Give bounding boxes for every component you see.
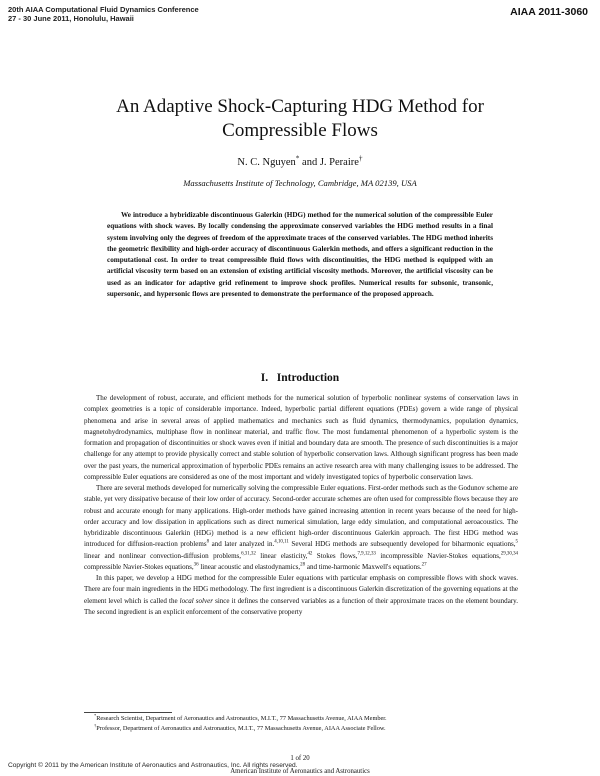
citation: 5 [515, 539, 518, 545]
publisher-footer: American Institute of Aeronautics and Astronautics [230, 768, 370, 775]
conference-dates: 27 - 30 June 2011, Honolulu, Hawaii [8, 13, 134, 23]
para2-text: linear acoustic and elastodynamics, [198, 562, 301, 571]
para2-text: incompressible Navier-Stokes equations, [375, 551, 501, 560]
footnotes [84, 714, 524, 733]
citation: 27 [421, 562, 427, 568]
citation: 4,10,11 [274, 539, 289, 545]
para2-text: There are several methods developed for numerically solving the compressible Euler equations. First-order methods such as the Godunov scheme are stable, yet very dissipative because of their low order of accuracy. Second-order accurate schemes are often used for compressible flows because they are robust and accurate enough for many applications. High-order methods have gained increasing attention in recent years because of the need for high-order accuracy and low dissipation in applications such as direct numerical simulation, large eddy simulation, and computational aeroacoustics. The hybridizable discontinuous Galerkin (HDG) method is a new efficient high-order discontinuous Galerkin approach. The first HDG method was introduced for diffusion-reaction problems [84, 484, 518, 549]
para2-text: compressible Navier-Stokes equations, [84, 562, 194, 571]
abstract: We introduce a hybridizable discontinuous Galerkin (HDG) method for the numerical solution of the compressible Euler equations with shock waves. By locally condensing the approximate conserved variables the HDG method results in a final system involving only the degrees of freedom of the approximate traces of the conserved variables. The HDG method inherits the geometric flexibility and high-order accuracy of discontinuous Galerkin methods, and offers a significant reduction in the computational cost. In order to treat compressible fluid flows with discontinuities, the HDG method is equipped with an artificial viscosity term based on an extension of existing artificial viscosity methods. Moreover, the artificial viscosity can be used as an indicator for adaptive grid refinement to improve shock profiles. Numerical results for subsonic, transonic, supersonic, and hypersonic flows are presented to demonstrate the performance of the proposed approach. [107, 211, 493, 299]
copyright-notice: Copyright © 2011 by the American Institute of Aeronautics and Astronautics, Inc. All rights reserved. [8, 762, 298, 769]
page-number: 1 of 20 [290, 755, 310, 762]
affiliation: Massachusetts Institute of Technology, Cambridge, MA 02139, USA [183, 178, 417, 188]
paragraph-1: The development of robust, accurate, and efficient methods for the numerical solution of hyperbolic nonlinear systems of conservation laws in complex geometries is a topic of considerable importance. Indeed, hyperbolic partial different equations (PDEs) govern a wide range of physical phenomena and arise in several areas of applied mathematics and mechanics such as fluid dynamics, thermodynamics, population dynamics, magnetohydrodynamics, multiphase flow in nonlinear material, and traffic flow. The most fundamental phenomenon of a hyperbolic system is the formation and propagation of discontinuities or shock waves even if initial and boundary data are smooth. The presence of such discontinuities is a major challenge for any attempt to provide physically correct and stable solution of hyperbolic conservation laws. Although significant progress has been made over the past years, the numerical approximation of hyperbolic PDEs remains an active research area with many challenging issues to be addressed. The compressible Euler equations are considered as one of the most important and widely investigated topics of hyperbolic conservation laws. [84, 394, 518, 481]
para3-text: In this paper, we develop a HDG method for the compressible Euler equations with particular emphasis on compressible flows with shock waves. There are four main ingredients in the HDG methodology. The first ingredient is a discontinuous Galerkin discretization of the governing equations at the element level which is called the [84, 574, 518, 605]
local-solver-term: local solver [179, 596, 214, 605]
title-line-2: Compressible Flows [222, 120, 378, 141]
footnote-mark: † [94, 722, 97, 728]
citation: 42 [307, 551, 313, 557]
paper-id: AIAA 2011-3060 [510, 6, 588, 18]
para2-text: and time-harmonic Maxwell's equations. [305, 562, 422, 571]
author-conjunction: and [299, 157, 320, 168]
footnote-text: Research Scientist, Department of Aeronautics and Astronautics, M.I.T., 77 Massachusetts Avenue, AIAA Member. [96, 715, 387, 722]
footnote-nguyen [84, 714, 524, 724]
para2-text: linear and nonlinear convection-diffusion problems, [84, 551, 242, 560]
paragraph-3 [84, 573, 518, 618]
citation: 36 [193, 562, 199, 568]
footnote-mark: * [94, 712, 97, 718]
para3-text: since it defines the conserved variables as a function of their approximate traces on the element boundary. The second ingredient is an explicit enforcement of the conservative property [84, 596, 519, 616]
footnote-peraire [84, 724, 524, 734]
paragraph-2 [84, 483, 518, 573]
citation: 6,31,32 [241, 551, 256, 557]
section-title: Introduction [276, 372, 340, 384]
para2-text: Several HDG methods are subsequently developed for biharmonic equations, [288, 540, 516, 549]
section-number: I. [260, 372, 269, 384]
section-heading [40, 372, 560, 384]
author-peraire-mark: † [358, 153, 363, 163]
citation: 28 [300, 562, 306, 568]
para2-text: linear elasticity, [255, 551, 308, 560]
footnote-divider [84, 712, 172, 713]
author-peraire: J. Peraire [319, 157, 359, 168]
author-nguyen: N. C. Nguyen [237, 157, 296, 168]
introduction-body [84, 393, 518, 618]
citation: 7,9,12,33 [357, 551, 376, 557]
conference-name: 20th AIAA Computational Fluid Dynamics Conference [8, 5, 199, 14]
paper-title [40, 95, 560, 143]
footnote-text: Professor, Department of Aeronautics and Astronautics, M.I.T., 77 Massachusetts Avenue, AIAA Associate Fellow. [96, 724, 386, 732]
title-line-1: An Adaptive Shock-Capturing HDG Method for [116, 96, 484, 117]
citation: 8 [206, 539, 210, 545]
authors [40, 153, 560, 168]
author-nguyen-mark: * [295, 153, 300, 163]
para2-text: Stokes flows, [312, 551, 358, 560]
citation: 29,30,34 [500, 551, 518, 557]
para2-text: and later analyzed in. [209, 540, 275, 549]
conference-header [8, 6, 199, 23]
